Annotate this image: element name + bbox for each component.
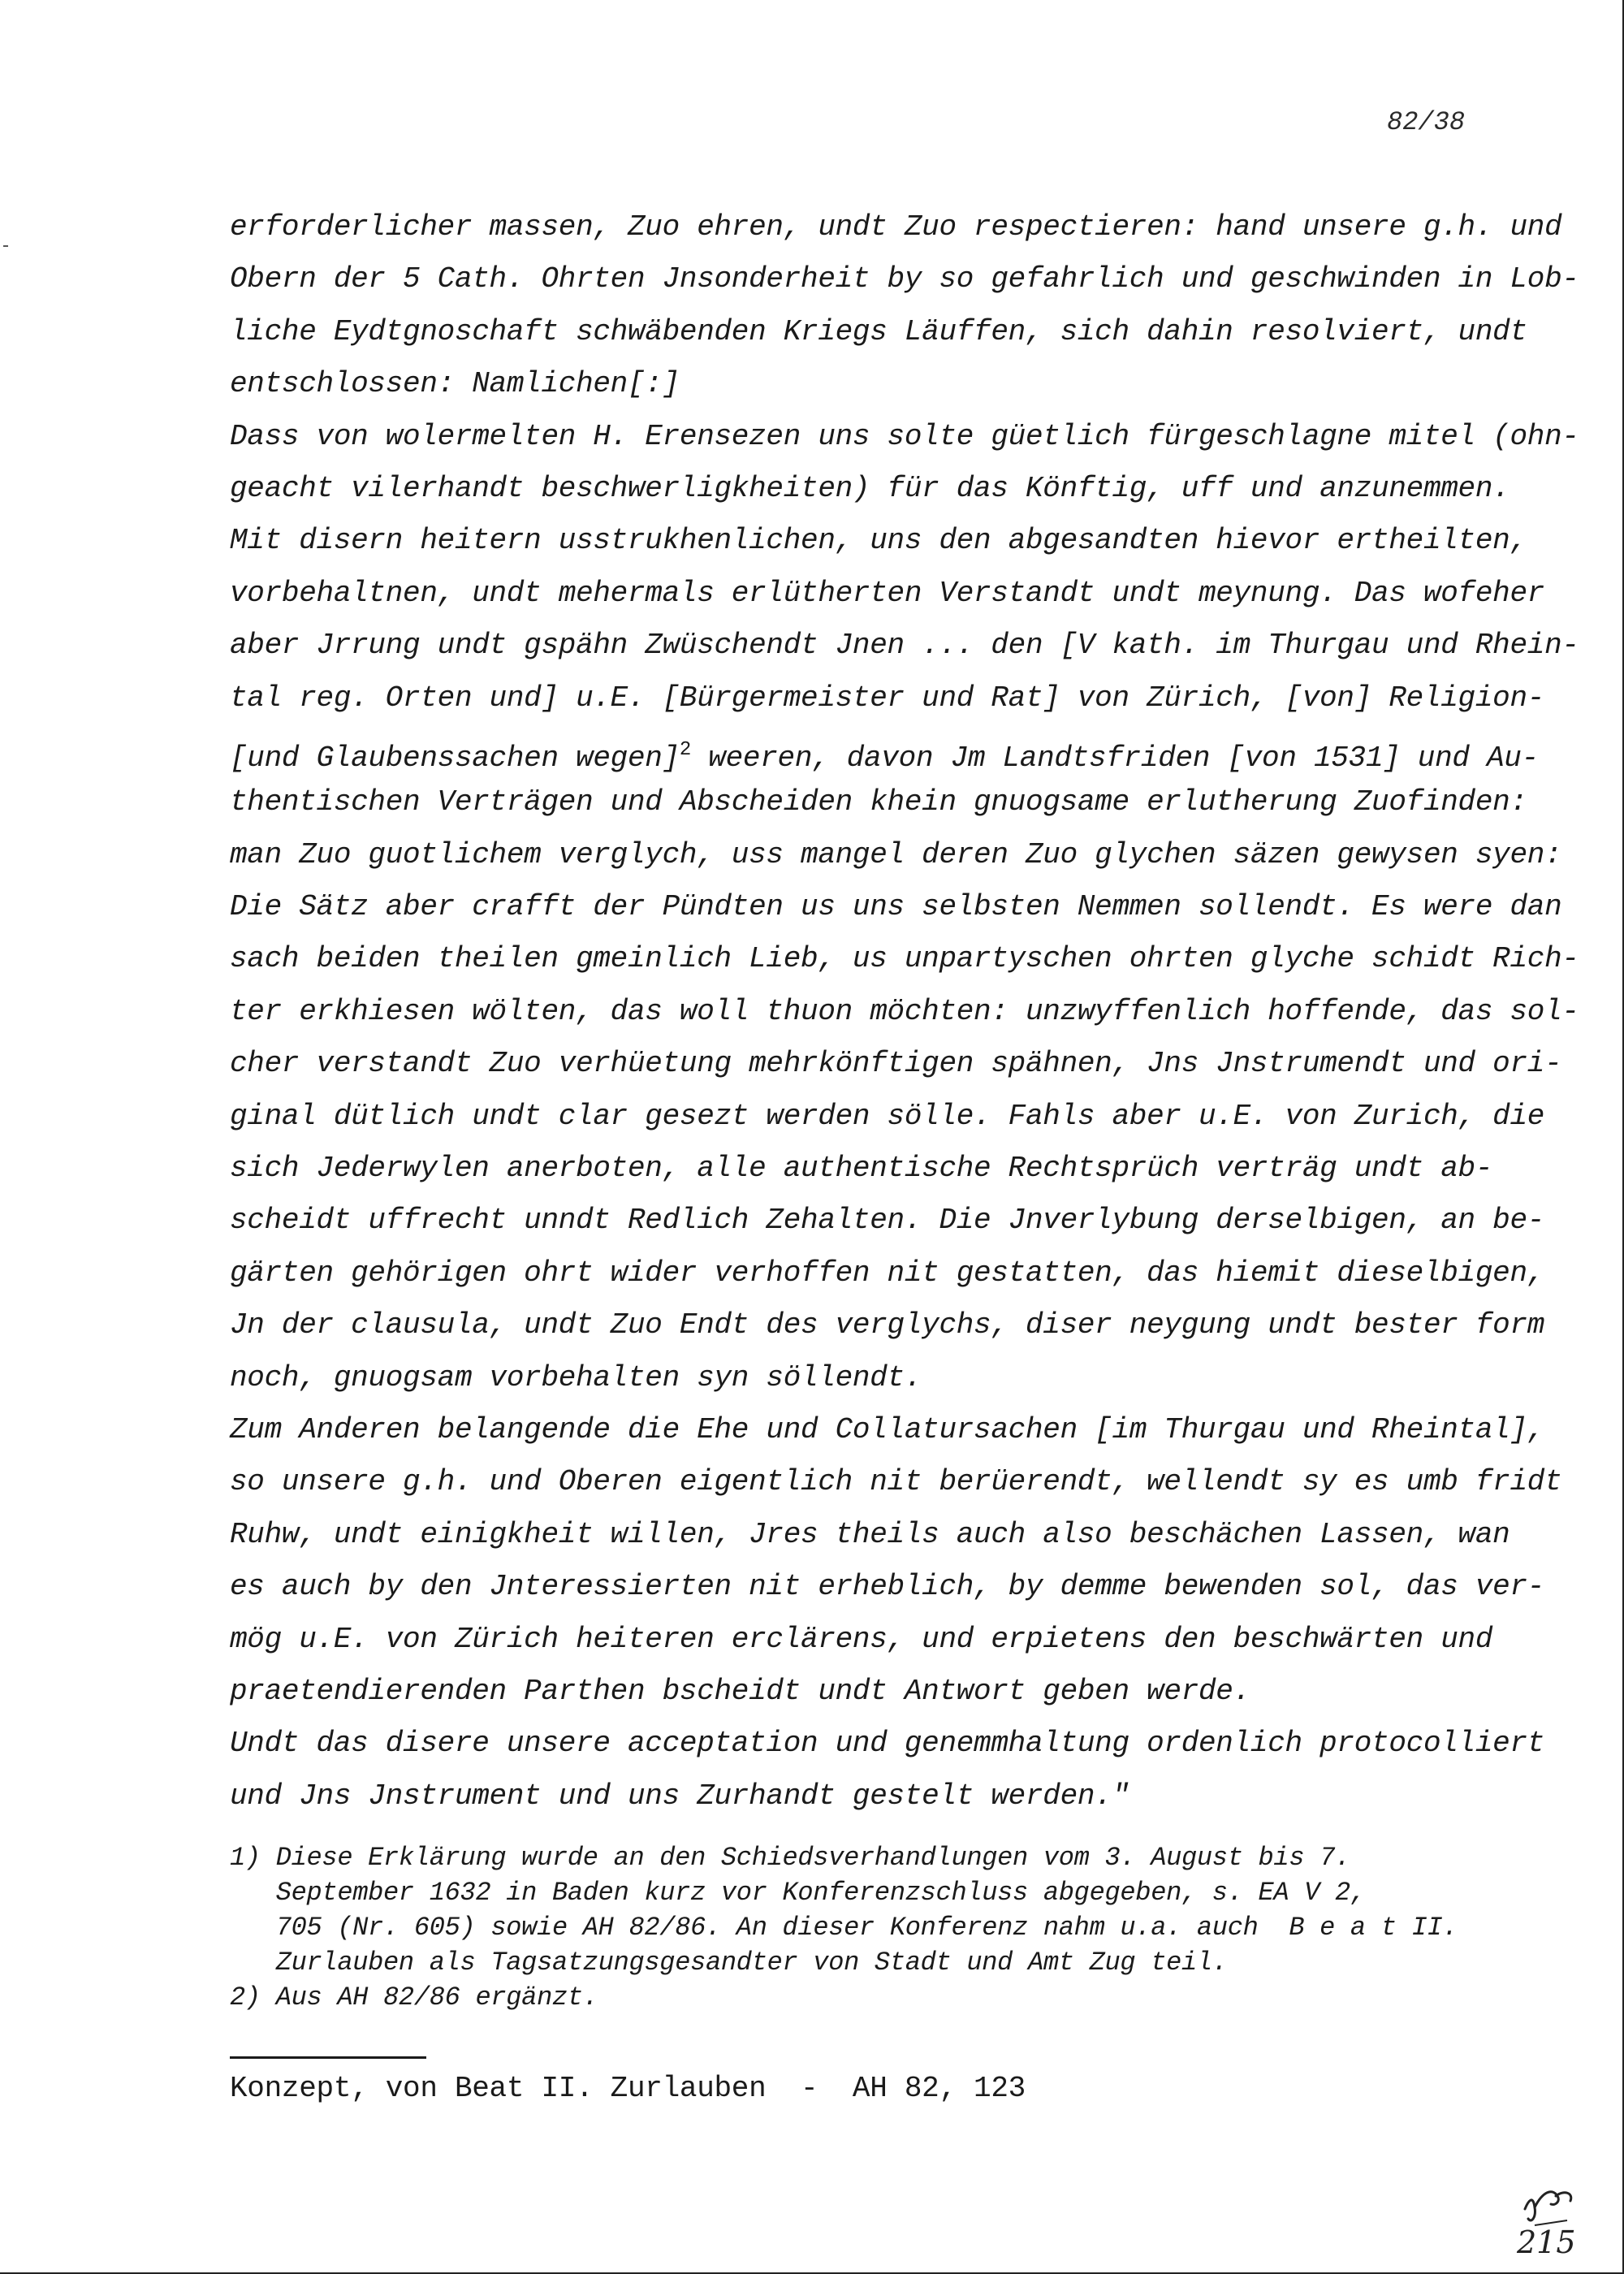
transcription-body [230,201,1579,1822]
body-line: erforderlicher massen, Zuo ehren, undt Zuo respectieren: hand unsere g.h. und [230,210,1562,244]
body-line: man Zuo guotlichem verglych, uss mangel deren Zuo glychen säzen gewysen syen: [230,837,1562,871]
body-line: Ruhw, undt einigkheit willen, Jres theils auch also beschächen Lassen, wan [230,1517,1510,1551]
body-line: aber Jrrung undt gspähn Zwüschendt Jnen ... den [V kath. im Thurgau und Rhein- [230,629,1579,663]
separator-rule [230,2056,426,2059]
body-line: ter erkhiesen wölten, das woll thuon möchten: unzwyffenlich hoffende, das sol- [230,994,1579,1028]
body-line: cher verstandt Zuo verhüetung mehrkönftigen spähnen, Jns Jnstrumendt und ori- [230,1047,1562,1081]
footnote-line: 2) Aus AH 82/86 ergänzt. [230,1982,598,2012]
body-line: Jn der clausula, undt Zuo Endt des verglychs, diser neygung undt bester form [230,1308,1545,1342]
body-line: Obern der 5 Cath. Ohrten Jnsonderheit by so gefahrlich und geschwinden in Lob- [230,262,1579,296]
body-line: tal reg. Orten und] u.E. [Bürgermeister und Rat] von Zürich, [von] Religion- [230,681,1545,715]
body-line-with-footnote [230,724,1539,776]
body-line: geacht vilerhandt beschwerligkheiten) für das Könftig, uff und anzunemmen. [230,471,1510,505]
body-line: entschlossen: Namlichen[:] [230,367,680,401]
handwritten-folio-mark [1510,2177,1600,2258]
body-line: so unsere g.h. und Oberen eigentlich nit berüerendt, wellendt sy es umb fridt [230,1465,1562,1499]
body-line: und Jns Jnstrument und uns Zurhandt gestelt werden." [230,1779,1129,1813]
body-line: Zum Anderen belangende die Ehe und Collatursachen [im Thurgau und Rheintal], [230,1412,1545,1446]
body-line: Mit disern heitern usstrukhenlichen, uns den abgesandten hievor ertheilten, [230,524,1527,558]
body-line: liche Eydtgnoschaft schwäbenden Kriegs Läuffen, sich dahin resolviert, undt [230,314,1527,348]
body-line: scheidt uffrecht unndt Redlich Zehalten. Die Jnverlybung derselbigen, an be- [230,1204,1545,1238]
body-line: vorbehaltnen, undt mehermals erlütherten Verstandt undt meynung. Das wofeher [230,576,1545,610]
body-line: es auch by den Jnteressierten nit erheblich, by demme bewenden sol, das ver- [230,1570,1545,1604]
body-line: Undt das disere unsere acceptation und genemmhaltung ordenlich protocolliert [230,1727,1545,1761]
footnote-line: 1) Diese Erklärung wurde an den Schiedsverhandlungen vom 3. August bis 7. [230,1843,1350,1873]
body-line: thentischen Verträgen und Abscheiden khein gnuogsame erlutherung Zuofinden: [230,785,1527,819]
source-line: Konzept, von Beat II. Zurlauben - AH 82, 123 [230,2072,1026,2105]
footnote-line: September 1632 in Baden kurz vor Konferenzschluss abgegeben, s. EA V 2, [230,1878,1366,1908]
page-number: 82/38 [1387,107,1466,137]
margin-mark [3,245,8,247]
footnote-line: Zurlauben als Tagsatzungsgesandter von Stadt und Amt Zug teil. [230,1948,1228,1978]
body-line-tail: weeren, davon Jm Landtsfriden [von 1531] und Au- [691,741,1539,775]
footnote-reference: 2 [679,738,692,761]
body-line: ginal dütlich undt clar gesezt werden sölle. Fahls aber u.E. von Zurich, die [230,1099,1545,1133]
body-line: Dass von wolermelten H. Erensezen uns solte güetlich fürgeschlagne mitel (ohn- [230,419,1579,453]
body-line: praetendierenden Parthen bscheidt undt Antwort geben werde. [230,1674,1250,1708]
body-line: sach beiden theilen gmeinlich Lieb, us unpartyschen ohrten glyche schidt Rich- [230,942,1579,976]
body-line: mög u.E. von Zürich heiteren erclärens, und erpietens den beschwärten und [230,1622,1493,1656]
body-line: gärten gehörigen ohrt wider verhoffen nit gestatten, das hiemit dieselbigen, [230,1256,1545,1290]
footnote-line: 705 (Nr. 605) sowie AH 82/86. An dieser Konferenz nahm u.a. auch B e a t II. [230,1913,1458,1943]
body-line: Die Sätz aber crafft der Pündten us uns selbsten Nemmen sollendt. Es were dan [230,890,1562,924]
body-line: sich Jederwylen anerboten, alle authentische Rechtsprüch verträg undt ab- [230,1152,1493,1186]
folio-number: 215 [1517,2224,1576,2258]
body-line: noch, gnuogsam vorbehalten syn söllendt. [230,1360,922,1394]
body-line-head: [und Glaubenssachen wegen] [230,741,680,775]
footnotes [230,1840,1578,2015]
